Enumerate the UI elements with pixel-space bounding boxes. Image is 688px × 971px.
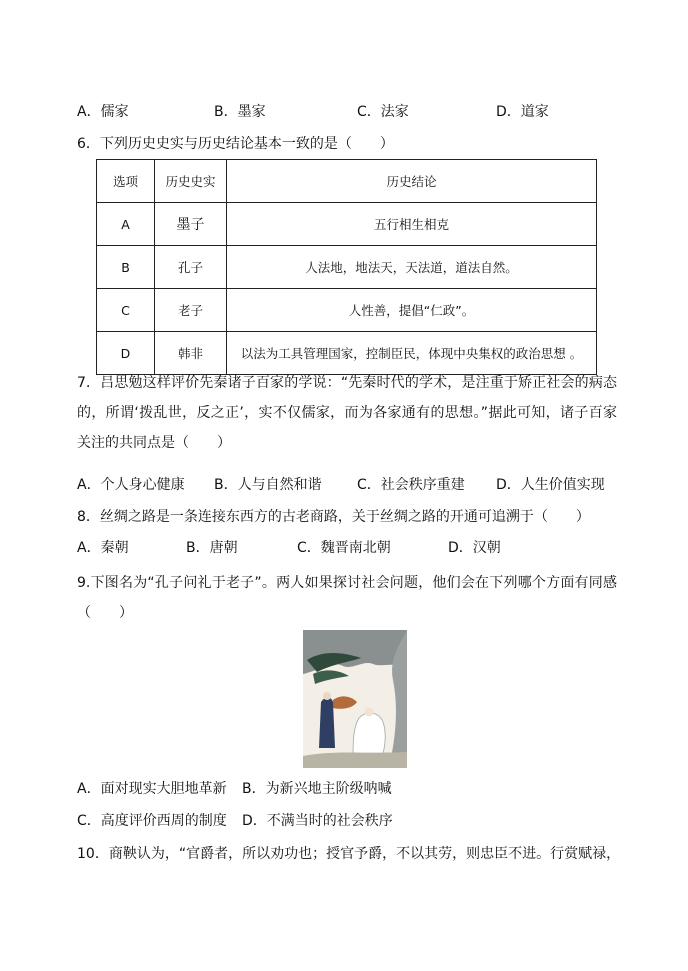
q10-stem: 10．商鞅认为，“官爵者，所以劝功也；授官予爵，不以其劳，则忠臣不进。行赏赋禄， bbox=[77, 846, 621, 862]
table-cell: A bbox=[97, 203, 155, 246]
table-header-cell: 历史结论 bbox=[227, 160, 597, 203]
q9-option-d: D．不满当时的社会秩序 bbox=[242, 813, 393, 829]
q8-option-b: B．唐朝 bbox=[186, 540, 238, 556]
table-row bbox=[97, 246, 597, 289]
q5-option-c: C．法家 bbox=[357, 104, 409, 120]
q5-option-b: B．墨家 bbox=[214, 104, 266, 120]
q8-option-c: C．魏晋南北朝 bbox=[297, 540, 391, 556]
table-row bbox=[97, 289, 597, 332]
table-row bbox=[97, 203, 597, 246]
q8-stem: 8．丝绸之路是一条连接东西方的古老商路，关于丝绸之路的开通可追溯于（ ） bbox=[77, 509, 590, 525]
table-cell: 韩非 bbox=[155, 332, 227, 375]
q7-option-c: C．社会秩序重建 bbox=[357, 477, 465, 493]
q6-stem: 6．下列历史史实与历史结论基本一致的是（ ） bbox=[77, 136, 394, 152]
q9-option-b: B．为新兴地主阶级呐喊 bbox=[242, 781, 392, 797]
q9-stem: 9.下图名为“孔子问礼于老子”。两人如果探讨社会问题，他们会在下列哪个方面有同感（ ） bbox=[77, 575, 617, 621]
table-header-cell: 历史史实 bbox=[155, 160, 227, 203]
q6-table bbox=[96, 159, 597, 375]
confucius-lao-tzu-illustration bbox=[303, 630, 407, 768]
q9-option-a: A．面对现实大胆地革新 bbox=[77, 781, 227, 797]
table-header-cell: 选项 bbox=[97, 160, 155, 203]
table-cell: 人性善，提倡“仁政”。 bbox=[227, 289, 597, 332]
table-cell: 老子 bbox=[155, 289, 227, 332]
q7-option-d: D．人生价值实现 bbox=[496, 477, 605, 493]
table-cell: 人法地，地法天，天法道，道法自然。 bbox=[227, 246, 597, 289]
confucius-figure bbox=[319, 698, 335, 749]
table-cell: 墨子 bbox=[155, 203, 227, 246]
q5-option-d: D．道家 bbox=[496, 104, 549, 120]
table-cell: 孔子 bbox=[155, 246, 227, 289]
q8-option-a: A．秦朝 bbox=[77, 540, 129, 556]
laozi-figure bbox=[353, 713, 385, 758]
q7-option-b: B．人与自然和谐 bbox=[214, 477, 322, 493]
table-cell: B bbox=[97, 246, 155, 289]
q8-option-d: D．汉朝 bbox=[448, 540, 501, 556]
q7-option-a: A．个人身心健康 bbox=[77, 477, 185, 493]
q5-option-a: A．儒家 bbox=[77, 104, 129, 120]
confucius-head bbox=[323, 692, 331, 700]
ground bbox=[303, 752, 407, 768]
table-cell: 五行相生相克 bbox=[227, 203, 597, 246]
q7-stem: 7．吕思勉这样评价先秦诸子百家的学说：“先秦时代的学术，是注重于矫正社会的病态的，所谓‘拨乱世，反之正’，实不仅儒家，而为各家通有的思想。”据此可知，诸子百家关注的共同点是（ ） bbox=[77, 375, 617, 451]
table-cell: C bbox=[97, 289, 155, 332]
laozi-head bbox=[365, 708, 374, 717]
table-cell: 以法为工具管理国家，控制臣民，体现中央集权的政治思想 。 bbox=[227, 332, 597, 375]
table-header-row bbox=[97, 160, 597, 203]
q9-option-c: C．高度评价西周的制度 bbox=[77, 813, 227, 829]
table-cell: D bbox=[97, 332, 155, 375]
